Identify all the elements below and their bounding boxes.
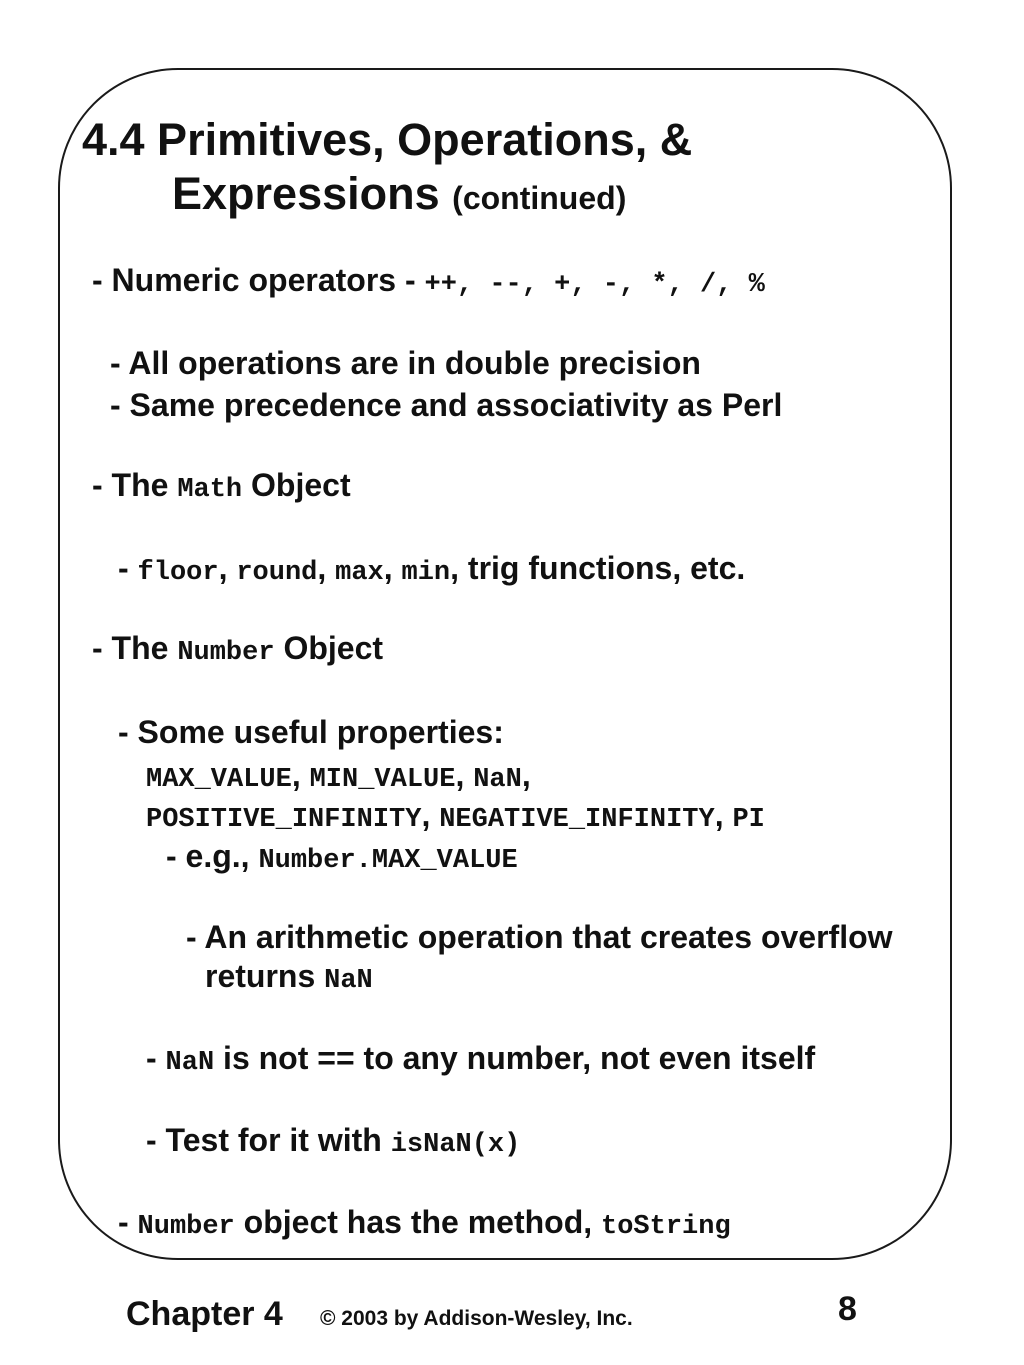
nan-comparison-dash: - [146,1040,157,1076]
property-max-value: MAX_VALUE [146,765,292,795]
tostring-line [118,1204,731,1245]
example-code: Number.MAX_VALUE [258,846,518,876]
property-positive-infinity: POSITIVE_INFINITY [146,805,422,835]
math-function-floor: floor [137,558,219,588]
example-prefix: - e.g., [166,838,250,874]
overflow-nan-code: NaN [324,966,373,996]
slide-title-suffix: (continued) [452,180,627,216]
footer-copyright: © 2003 by Addison-Wesley, Inc. [320,1307,633,1330]
overflow-returns: returns [205,958,316,994]
isnan-test-code: isNaN(x) [390,1130,521,1160]
number-object-suffix: Object [283,630,384,666]
number-object-line [92,630,383,671]
slide-title-line1: 4.4 Primitives, Operations, & [82,114,693,165]
tostring-method-code: toString [601,1212,731,1242]
slide-title-expressions: Expressions [172,168,440,219]
properties-line2 [146,797,765,838]
math-function-sep3: , [383,550,393,586]
property-nan: NaN [473,765,522,795]
property-sep4: , [421,797,431,833]
property-sep2: , [455,757,465,793]
numeric-operators-line [92,262,765,303]
math-functions-dash: - [118,550,129,586]
example-line [166,838,518,879]
numeric-operators-code: ++, --, +, -, *, /, % [424,270,765,300]
useful-properties-line: - Some useful properties: [118,714,504,750]
number-object-code: Number [177,638,275,668]
overflow-line1: - An arithmetic operation that creates overflow [186,919,893,955]
tostring-number-code: Number [137,1212,235,1242]
properties-line1 [146,757,531,798]
slide-title-line2 [172,168,626,224]
property-pi: PI [732,805,765,835]
property-sep3: , [521,757,531,793]
math-object-line [92,467,351,508]
isnan-test-line [146,1122,520,1163]
math-functions-rest: , trig functions, etc. [450,550,746,586]
precedence-line: - Same precedence and associativity as Perl [110,387,783,423]
isnan-test-text: - Test for it with [146,1122,382,1158]
math-functions-line [118,550,745,591]
numeric-operators-label: - Numeric operators - [92,262,416,298]
nan-comparison-text: is not == to any number, not even itself [223,1040,816,1076]
tostring-dash: - [118,1204,129,1240]
property-sep5: , [714,797,724,833]
nan-comparison-line [146,1040,815,1081]
footer-page-number: 8 [838,1290,857,1328]
nan-comparison-code: NaN [165,1048,215,1078]
math-function-max: max [335,558,384,588]
overflow-line2 [205,958,373,999]
property-sep1: , [291,757,301,793]
tostring-text: object has the method, [243,1204,593,1240]
math-function-sep1: , [218,550,228,586]
property-min-value: MIN_VALUE [309,765,456,795]
math-function-round: round [236,558,318,588]
property-negative-infinity: NEGATIVE_INFINITY [439,805,715,835]
footer-chapter: Chapter 4 [126,1295,283,1333]
math-object-prefix: - The [92,467,169,503]
number-object-prefix: - The [92,630,169,666]
math-object-suffix: Object [251,467,351,503]
math-function-sep2: , [317,550,327,586]
double-precision-line: - All operations are in double precision [110,345,701,381]
math-function-min: min [401,558,451,588]
math-object-code: Math [177,475,243,505]
